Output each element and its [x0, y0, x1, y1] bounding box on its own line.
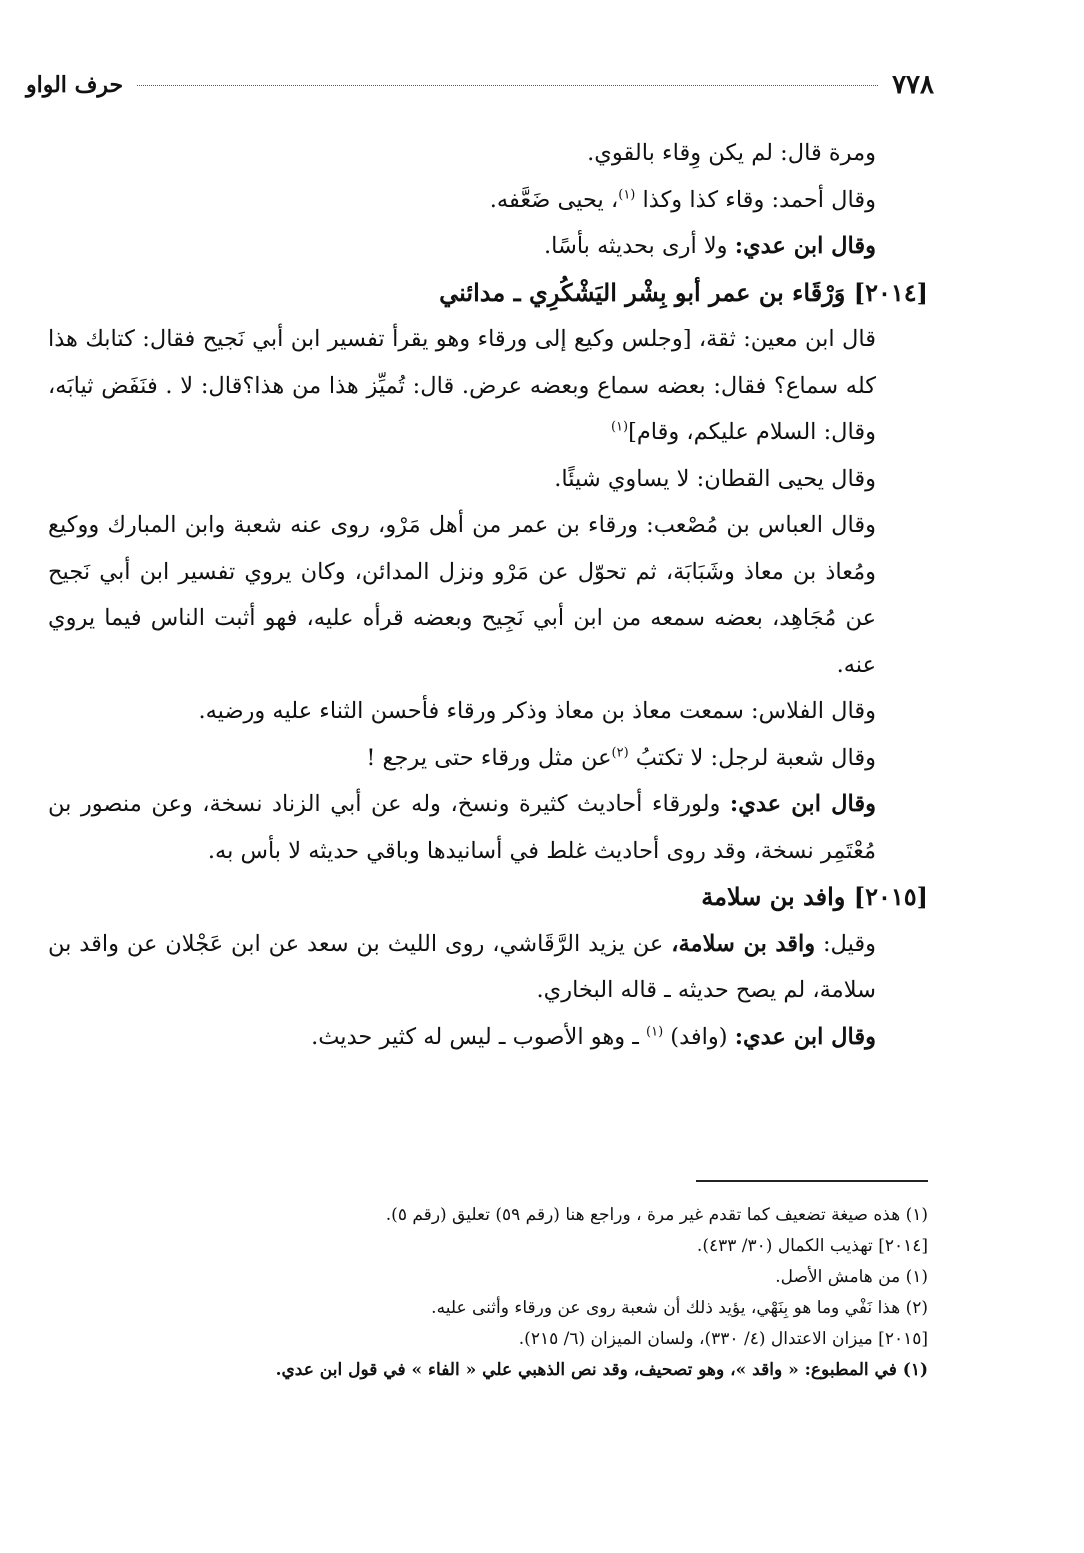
paragraph: وقال أحمد: وقاء كذا وكذا $^{(١)}$، يحيى ضَعَّفه. — [489, 186, 876, 213]
footnote: (١) من هامش الأصل. — [775, 1267, 928, 1287]
paragraph: قال ابن معين: ثقة، [وجلس وكيع إلى ورقاء وهو يقرأ تفسير ابن أبي نَجيح فقال: كتابك هذا كله سماع؟ فقال: بعضه سماع وبعضه عرض. قال: تُميِّز هذا من هذا؟قال: لا . فنَفَض ثيابَه، وقال: السلام عليكم، وقام]$^{(١)}$ — [48, 326, 876, 445]
footnote: (١) هذه صيغة تضعيف كما تقدم غير مرة ، وراجع هنا (رقم ٥٩) تعليق (رقم ٥). — [385, 1205, 928, 1225]
footnote-ref: (١) — [646, 1024, 664, 1039]
entry-heading: [٢٠١٤] وَرْقَاء بن عمر أبو بِشْر اليَشْكُرِي ـ مدائني — [439, 277, 928, 307]
footnote-ref: (١) — [610, 419, 629, 435]
paragraph: وقال ابن عدي: (وافد) $^{(١)}$ ـ وهو الأصوب ـ ليس له كثير حديث. — [311, 1023, 876, 1050]
footnote: [٢٠١٤] تهذيب الكمال (٣٠/ ٤٣٣). — [696, 1236, 928, 1256]
speaker-label: وقال ابن عدي: — [729, 791, 876, 817]
footnote: (١) في المطبوع: « واقد »، وهو تصحيف، وقد نص الذهبي علي « الفاء » في قول ابن عدي. — [275, 1360, 928, 1380]
paragraph: وقال الفلاس: سمعت معاذ بن معاذ وذكر ورقاء فأحسن الثناء عليه ورضيه. — [198, 698, 876, 724]
footnote-divider — [696, 1180, 928, 1182]
footnote-ref: (٢) — [611, 745, 629, 760]
paragraph: ومرة قال: لم يكن وِقاء بالقوي. — [587, 140, 876, 166]
page-header — [26, 68, 934, 102]
header-divider — [137, 85, 878, 86]
page-number: ٧٧٨ — [892, 70, 934, 100]
paragraph: وقال العباس بن مُصْعب: ورقاء بن عمر من أهل مَرْو، روى عنه شعبة وابن المبارك ووكيع ومُعاذ بن معاذ وشَبَابَة، ثم تحوّل عن مَرْو ونزل المدائن، وكان يروي تفسير ابن أبي نَجيح عن مُجَاهِد، بعضه سمعه من ابن أبي نَجِيح وبعضه قرأه عليه، فهو أثبت الناس فيما يروي عنه. — [48, 512, 877, 678]
footnotes — [48, 1200, 928, 1386]
running-title: حرف الواو — [26, 72, 124, 98]
paragraph: وقال ابن عدي: ولا أرى بحديثه بأسًا. — [543, 233, 876, 259]
paragraph: وقيل: واقد بن سلامة، عن يزيد الرَّقَاشي، روى الليث بن سعد عن ابن عَجْلان عن واقد بن سلامة، لم يصح حديثه ـ قاله البخاري. — [48, 930, 876, 1003]
speaker-label: وقال ابن عدي: — [734, 233, 876, 259]
main-text — [48, 130, 928, 1060]
name-highlight: واقد بن سلامة، — [671, 930, 816, 957]
footnote: (٢) هذا نَفْي وما هو بِنَهْي، يؤيد ذلك أن شعبة روى عن ورقاء وأثنى عليه. — [431, 1298, 928, 1318]
speaker-label: وقال ابن عدي: — [734, 1023, 876, 1050]
paragraph: وقال شعبة لرجل: لا تكتبُ $^{(٢)}$عن مثل ورقاء حتى يرجع ! — [366, 744, 876, 771]
footnote-ref: (١) — [618, 187, 636, 202]
paragraph: وقال ابن عدي: ولورقاء أحاديث كثيرة ونسخ، وله عن أبي الزناد نسخة، وعن منصور بن مُعْتَمِر نسخة، وقد روى أحاديث غلط في أسانيدها وباقي حديثه لا بأس به. — [48, 791, 876, 864]
footnote: [٢٠١٥] ميزان الاعتدال (٤/ ٣٣٠)، ولسان الميزان (٦/ ٢١٥). — [518, 1329, 928, 1349]
entry-heading: [٢٠١٥] وافد بن سلامة — [701, 882, 928, 911]
paragraph: وقال يحيى القطان: لا يساوي شيئًا. — [554, 465, 876, 492]
